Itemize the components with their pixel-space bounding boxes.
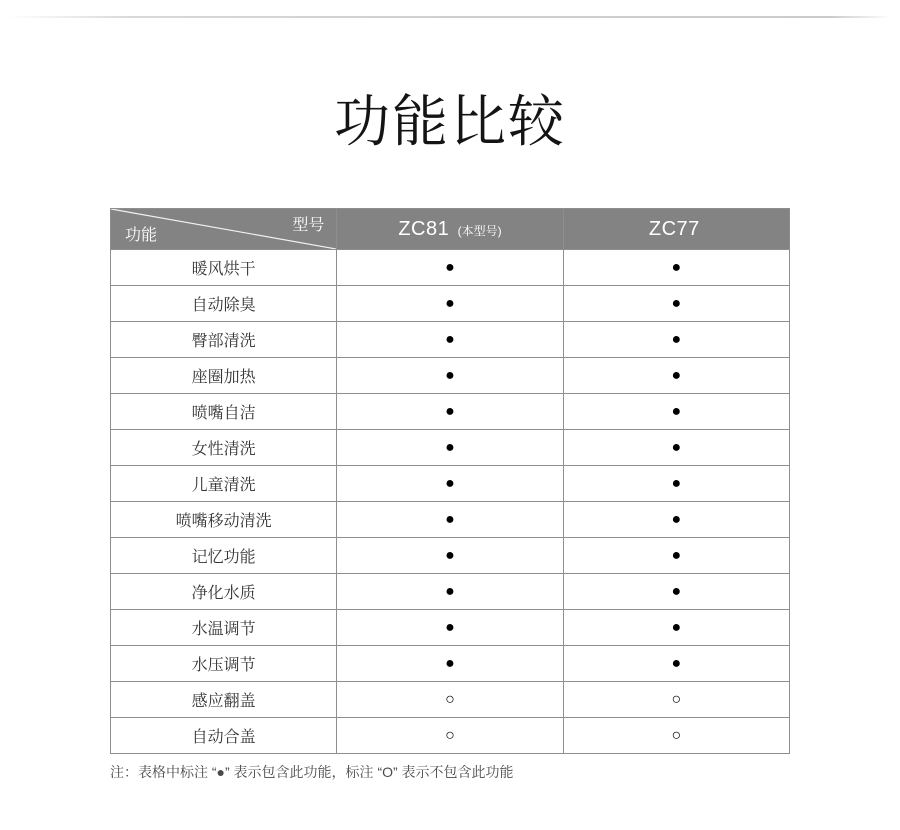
- feature-name-cell: 臀部清洗: [111, 322, 337, 358]
- zc77-value-cell: ●: [563, 538, 789, 574]
- zc81-value-cell: ●: [337, 466, 563, 502]
- column-header-zc81: [337, 209, 563, 250]
- feature-name-cell: 感应翻盖: [111, 682, 337, 718]
- zc81-value-cell: ●: [337, 394, 563, 430]
- zc77-value-cell: ●: [563, 250, 789, 286]
- zc77-value-cell: ●: [563, 286, 789, 322]
- footnote: 注：表格中标注 “●” 表示包含此功能，标注 “O” 表示不包含此功能: [110, 764, 514, 780]
- table-row: [111, 430, 790, 466]
- zc81-value-cell: ●: [337, 286, 563, 322]
- zc77-value-cell: ●: [563, 322, 789, 358]
- feature-name-cell: 水压调节: [111, 646, 337, 682]
- zc81-value-cell: ●: [337, 250, 563, 286]
- zc77-value-cell: ○: [563, 718, 789, 754]
- corner-header-cell: [111, 209, 337, 250]
- zc81-value-cell: ●: [337, 574, 563, 610]
- table-row: [111, 466, 790, 502]
- table-body: [111, 250, 790, 754]
- model-name-zc81: ZC81: [398, 217, 450, 240]
- table-header: [111, 209, 790, 250]
- header-row: [111, 209, 790, 250]
- feature-name-cell: 自动合盖: [111, 718, 337, 754]
- zc81-value-cell: ●: [337, 430, 563, 466]
- zc77-value-cell: ●: [563, 466, 789, 502]
- zc81-value-cell: ○: [337, 682, 563, 718]
- table-row: [111, 646, 790, 682]
- table-row: [111, 574, 790, 610]
- corner-label-feature: 功能: [125, 227, 158, 244]
- table-row: [111, 538, 790, 574]
- zc77-value-cell: ●: [563, 430, 789, 466]
- feature-name-cell: 暖风烘干: [111, 250, 337, 286]
- corner-label-model: 型号: [292, 217, 325, 234]
- model-name-zc77: ZC77: [648, 217, 700, 240]
- zc81-value-cell: ●: [337, 358, 563, 394]
- table-row: [111, 610, 790, 646]
- feature-name-cell: 净化水质: [111, 574, 337, 610]
- feature-name-cell: 女性清洗: [111, 430, 337, 466]
- zc81-value-cell: ○: [337, 718, 563, 754]
- column-header-zc77: [563, 209, 789, 250]
- zc81-value-cell: ●: [337, 322, 563, 358]
- table-row: [111, 502, 790, 538]
- feature-name-cell: 记忆功能: [111, 538, 337, 574]
- feature-name-cell: 喷嘴移动清洗: [111, 502, 337, 538]
- table-row: [111, 286, 790, 322]
- model-suffix-zc81: (本型号): [457, 223, 502, 238]
- table-row: [111, 358, 790, 394]
- feature-name-cell: 喷嘴自洁: [111, 394, 337, 430]
- feature-name-cell: 儿童清洗: [111, 466, 337, 502]
- zc81-value-cell: ●: [337, 502, 563, 538]
- feature-name-cell: 座圈加热: [111, 358, 337, 394]
- zc77-value-cell: ●: [563, 574, 789, 610]
- table-row: [111, 250, 790, 286]
- zc81-value-cell: ●: [337, 646, 563, 682]
- feature-name-cell: 水温调节: [111, 610, 337, 646]
- table-row: [111, 718, 790, 754]
- page-title: 功能比较: [334, 90, 566, 153]
- table-row: [111, 322, 790, 358]
- zc77-value-cell: ●: [563, 394, 789, 430]
- zc77-value-cell: ○: [563, 682, 789, 718]
- zc81-value-cell: ●: [337, 538, 563, 574]
- feature-name-cell: 自动除臭: [111, 286, 337, 322]
- zc81-value-cell: ●: [337, 610, 563, 646]
- zc77-value-cell: ●: [563, 610, 789, 646]
- zc77-value-cell: ●: [563, 502, 789, 538]
- zc77-value-cell: ●: [563, 646, 789, 682]
- table-row: [111, 394, 790, 430]
- table-row: [111, 682, 790, 718]
- top-divider-line: [8, 16, 892, 18]
- feature-comparison-table: [110, 208, 790, 754]
- zc77-value-cell: ●: [563, 358, 789, 394]
